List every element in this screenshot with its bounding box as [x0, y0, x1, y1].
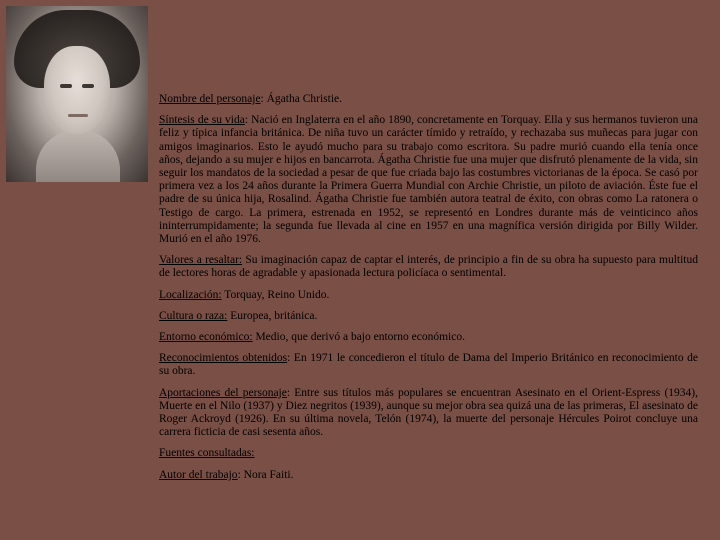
section-body: Europea, británica. — [227, 309, 318, 322]
section-body: Ágatha Christie. — [263, 93, 342, 105]
section-body: Medio, que derivó a bajo entorno económico. — [252, 331, 465, 344]
section-label: Síntesis de su vida — [159, 114, 245, 127]
section-label: Valores a resaltar: — [159, 254, 243, 267]
section-contributions: Aportaciones del personaje: Entre sus títulos más populares se encuentran Asesinato en el Orient-Espress (1934), Muerte en el Nilo (1937) y Diez negritos (1939), aunque su mejor obra sea quizá una de las primeras, El asesinato de Roger Ackroyd (1926). En su última novela, Telón (1974), la muerte del personaje Hércules Poirot concluye una carrera ficticia de casi sesenta años. — [159, 386, 698, 439]
section-body: Torquay, Reino Unido. — [221, 288, 330, 301]
section-label: Fuentes consultadas: — [159, 447, 255, 460]
section-recognitions: Reconocimientos obtenidos: En 1971 le concedieron el título de Dama del Imperio Británico en reconocimiento de su obra. — [159, 352, 698, 378]
section-label: Autor del trabajo — [159, 468, 238, 481]
section-economy — [159, 331, 698, 344]
section-values — [159, 254, 698, 280]
section-body: Entre sus títulos más populares se encuentran Asesinato en el Orient-Espress (1934), Muerte en el Nilo (1937) y Diez negritos (1939), aunque su mejor obra sea quizá una de las primeras, El asesinato de Roger Ackroyd (1926). En su última novela, Telón (1974), la muerte del personaje Hércules Poirot concluye una carrera ficticia de casi sesenta años. — [159, 386, 698, 439]
section-body: Nora Faiti. — [240, 468, 294, 481]
section-sources — [159, 447, 698, 460]
biography-text — [159, 93, 698, 490]
section-culture — [159, 310, 698, 323]
section-synthesis: Síntesis de su vida: Nació en Inglaterra en el año 1890, concretamente en Torquay. Ella y sus hermanos tuvieron una feliz y típica infancia británica. De niña tuvo un carácter tímido y retraído, y rechazaba sus muñecas para jugar con amigos imaginarios. Esto le ayudó mucho para su trabajo como escritora. Su padre murió cuando ella tenía once años, dejando a su mujer e hijos en bancarrota. Ágatha Christie fue una mujer que disfrutó plenamente de la vida, sin seguir los mandatos de la sociedad a pesar de que fue criada bajo las costumbres victorianas de la época. Se casó por primera vez a los 24 años durante la Primera Guerra Mundial con Archie Christie, un piloto de aviación. Éste fue el padre de su única hija, Rosalind. Ágatha Christie fue también autora teatral de éxito, con obras como La ratonera o Testigo de cargo. La primera, estrenada en 1952, se representó en Londres durante más de veinticinco años ininterrumpidamente; la segunda fue llevada al cine en 1957 en una magnífica versión dirigida por Billy Wilder. Murió en el año 1976. — [159, 114, 698, 246]
section-name: Nombre del personaje: Ágatha Christie. — [159, 93, 342, 105]
section-author: Autor del trabajo: Nora Faiti. — [159, 468, 294, 481]
section-label: Localización: — [159, 288, 222, 301]
section-body: Su imaginación capaz de captar el interés, de principio a fin de su obra ha supuesto para multitud de lectores horas de agradable y apasionada lectura policíaca o sentimental. — [159, 254, 698, 280]
section-label: Cultura o raza: — [159, 309, 228, 322]
portrait-photo — [6, 6, 148, 182]
section-body: En 1971 le concedieron el título de Dama del Imperio Británico en reconocimiento de su obra. — [159, 352, 698, 378]
section-label: Nombre del personaje — [159, 93, 261, 105]
section-label: Reconocimientos obtenidos — [159, 352, 288, 365]
section-label: Aportaciones del personaje — [159, 386, 287, 399]
section-body: Nació en Inglaterra en el año 1890, concretamente en Torquay. Ella y sus hermanos tuvieron una feliz y típica infancia británica. De niña tuvo un carácter tímido y retraído, y rechazaba sus muñecas para jugar con amigos imaginarios. Esto le ayudó mucho para su trabajo como escritora. Su padre murió cuando ella tenía once años, dejando a su mujer e hijos en bancarrota. Ágatha Christie fue una mujer que disfrutó plenamente de la vida, sin seguir los mandatos de la sociedad a pesar de que fue criada bajo las costumbres victorianas de la época. Se casó por primera vez a los 24 años durante la Primera Guerra Mundial con Archie Christie, un piloto de aviación. Éste fue el padre de su única hija, Rosalind. Ágatha Christie fue también autora teatral de éxito, con obras como La ratonera o Testigo de cargo. La primera, estrenada en 1952, se representó en Londres durante más de veinticinco años ininterrumpidamente; la segunda fue llevada al cine en 1957 en una magnífica versión dirigida por Billy Wilder. Murió en el año 1976. — [159, 114, 698, 246]
section-label: Entorno económico: — [159, 331, 253, 344]
section-location — [159, 289, 698, 302]
